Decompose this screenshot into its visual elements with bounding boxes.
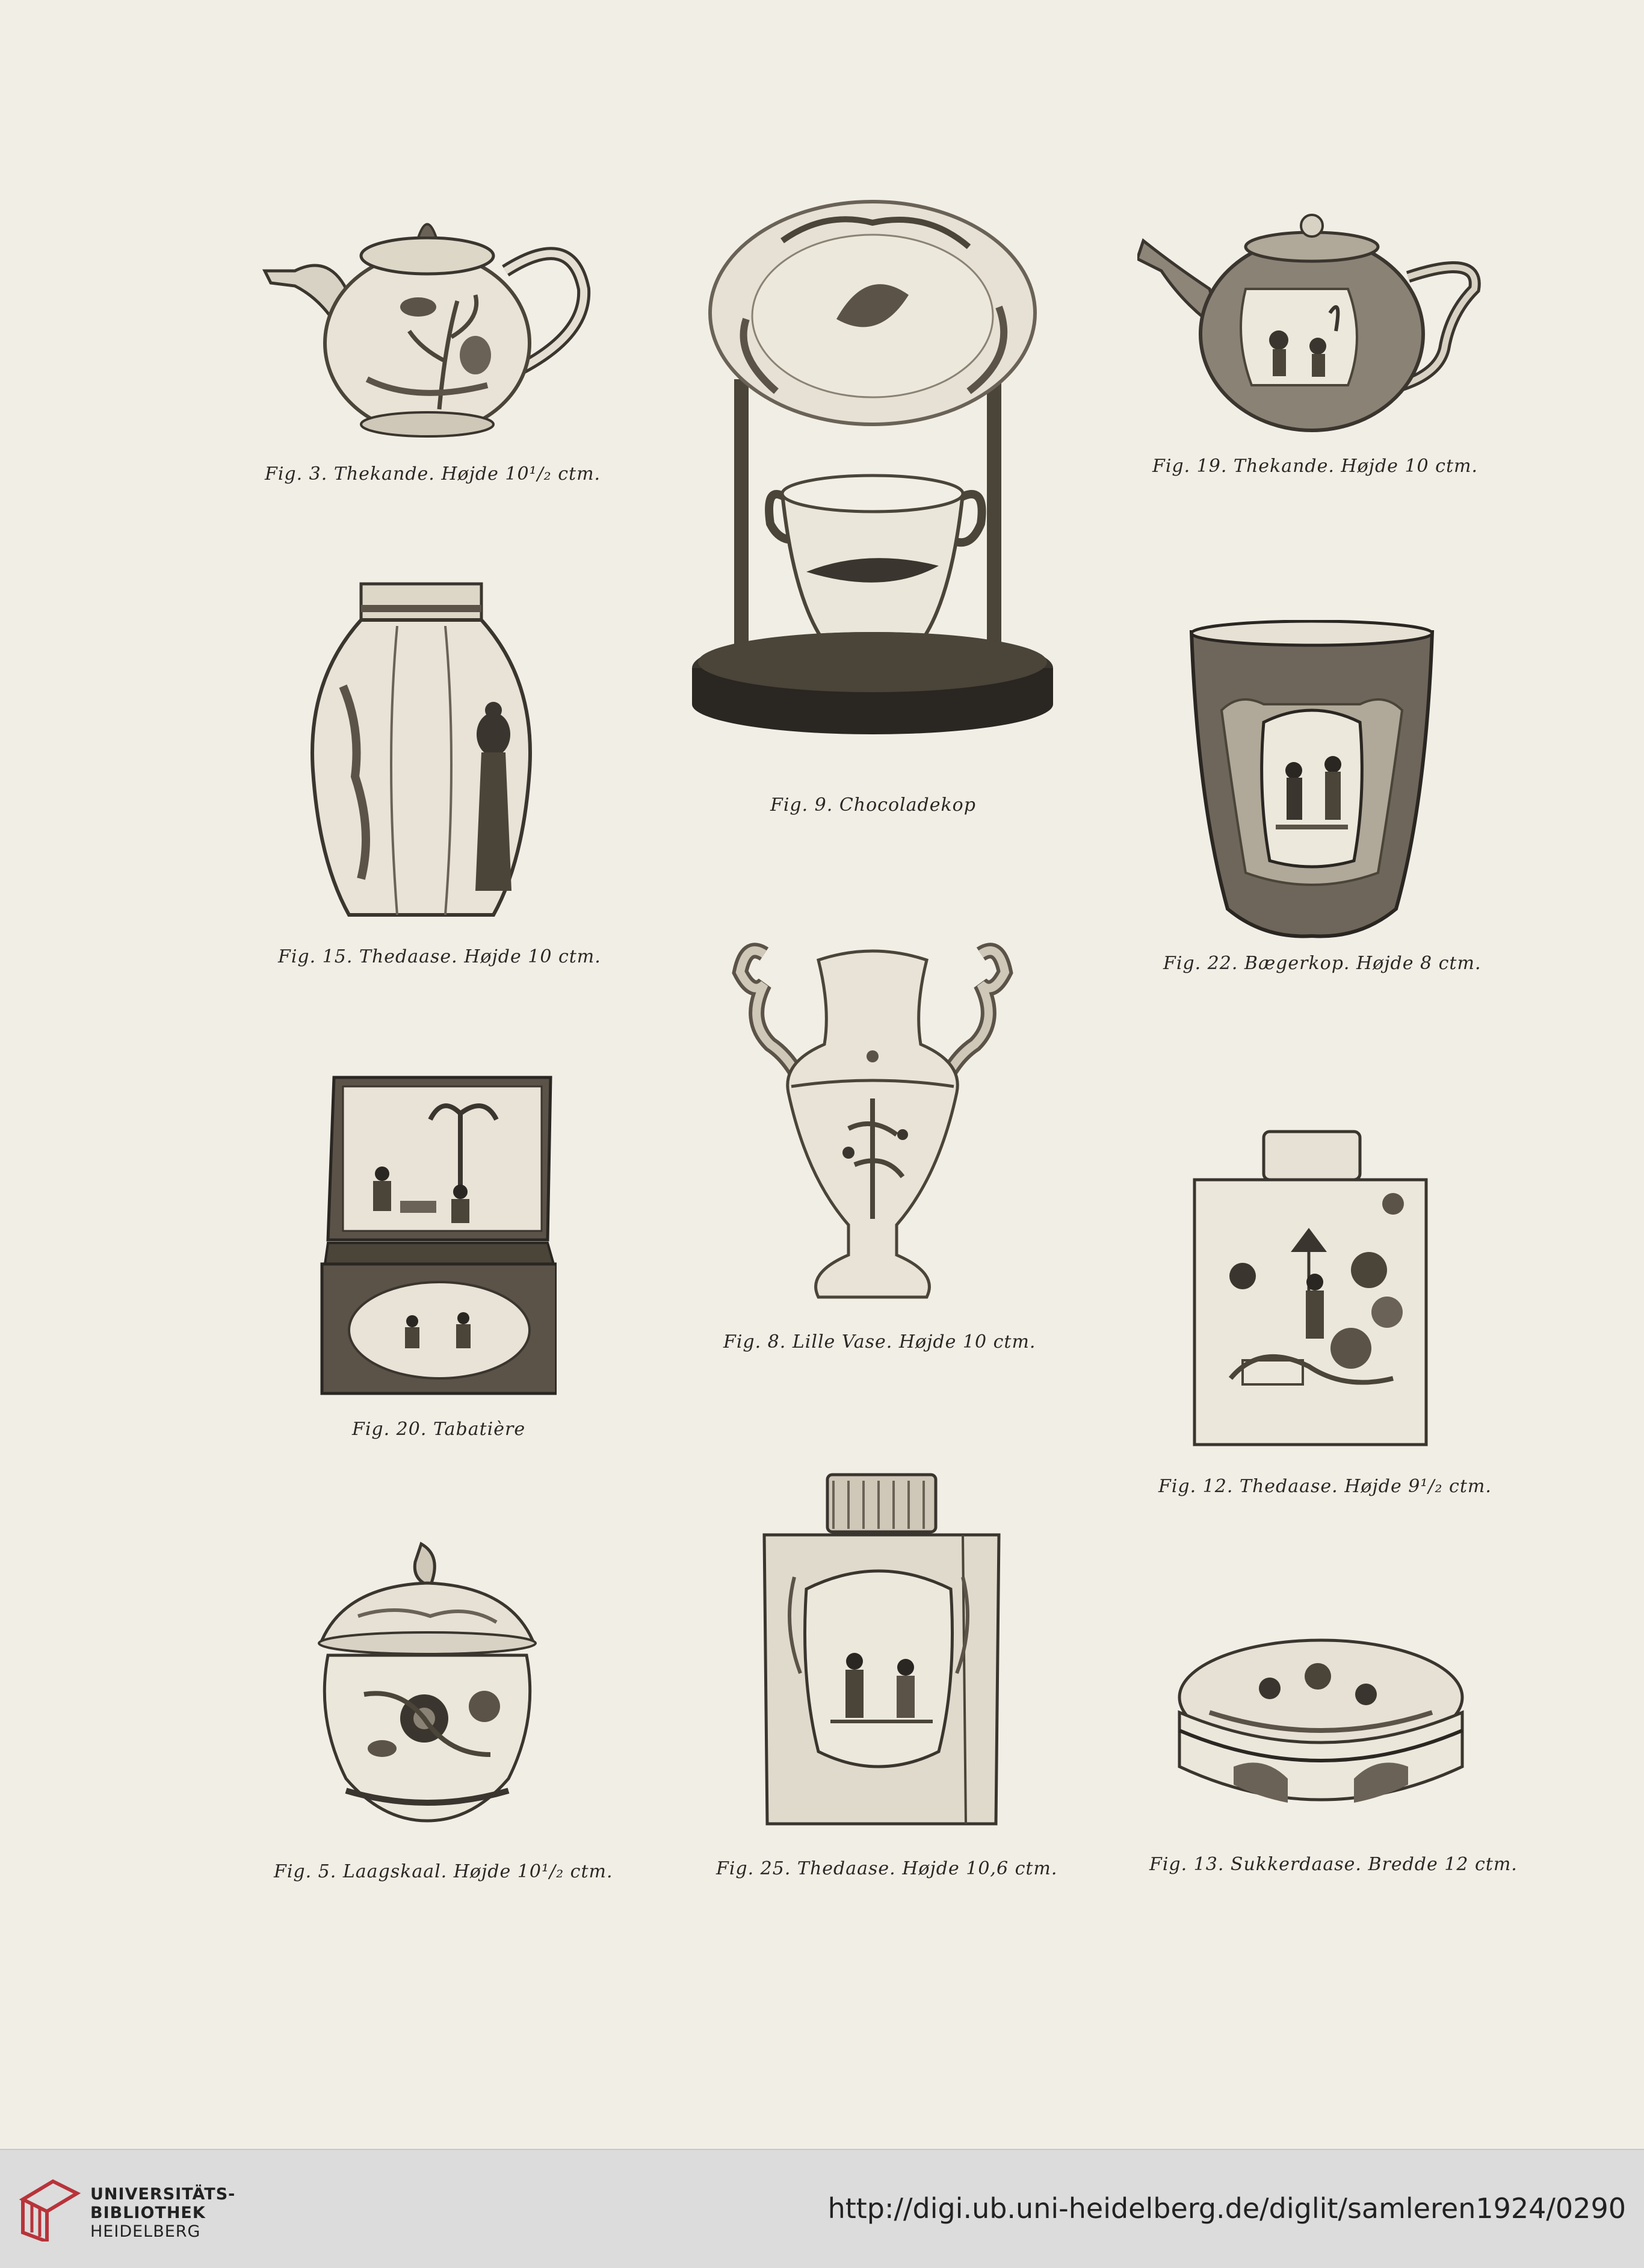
- library-footer: [0, 2149, 1644, 2268]
- fig22-beaker-image: [1185, 620, 1438, 939]
- library-name: [90, 2185, 235, 2241]
- fig5-covered-bowl-image: [310, 1538, 545, 1827]
- fig3-teapot-image: [259, 181, 596, 445]
- fig8-caption: Fig. 8. Lille Vase. Højde 10 ctm.: [723, 1331, 1036, 1352]
- fig5-caption: Fig. 5. Laagskaal. Højde 10¹/₂ ctm.: [274, 1861, 613, 1882]
- fig19-teapot-image: [1137, 193, 1486, 439]
- fig9-caption: Fig. 9. Chocoladekop: [770, 795, 976, 816]
- library-name-line3: HEIDELBERG: [90, 2222, 201, 2242]
- fig12-caption: Fig. 12. Thedaase. Højde 9¹/₂ ctm.: [1158, 1476, 1492, 1497]
- fig19-caption: Fig. 19. Thekande. Højde 10 ctm.: [1152, 456, 1479, 477]
- fig3-caption: Fig. 3. Thekande. Højde 10¹/₂ ctm.: [265, 463, 601, 485]
- library-logo-icon[interactable]: [17, 2175, 83, 2242]
- fig13-caption: Fig. 13. Sukkerdaase. Bredde 12 ctm.: [1149, 1854, 1518, 1875]
- fig20-caption: Fig. 20. Tabatière: [352, 1419, 526, 1440]
- permalink-url[interactable]: http://digi.ub.uni-heidelberg.de/diglit/samleren1924/0290: [827, 2192, 1626, 2225]
- fig25-tea-caddy-image: [758, 1469, 1005, 1830]
- fig20-snuff-box-image: [316, 1071, 557, 1399]
- fig13-sugar-box-image: [1173, 1634, 1468, 1827]
- fig15-tea-caddy-image: [295, 578, 548, 927]
- fig22-caption: Fig. 22. Bægerkop. Højde 8 ctm.: [1163, 953, 1482, 974]
- fig8-vase-image: [728, 936, 1017, 1303]
- library-name-line2: BIBLIOTHEK: [90, 2204, 206, 2223]
- fig9-chocolate-cup-image: [686, 199, 1059, 770]
- fig25-caption: Fig. 25. Thedaase. Højde 10,6 ctm.: [716, 1858, 1058, 1879]
- fig12-tea-caddy-image: [1188, 1126, 1432, 1451]
- fig15-caption: Fig. 15. Thedaase. Højde 10 ctm.: [278, 946, 601, 967]
- library-name-line1: UNIVERSITÄTS-: [90, 2185, 236, 2204]
